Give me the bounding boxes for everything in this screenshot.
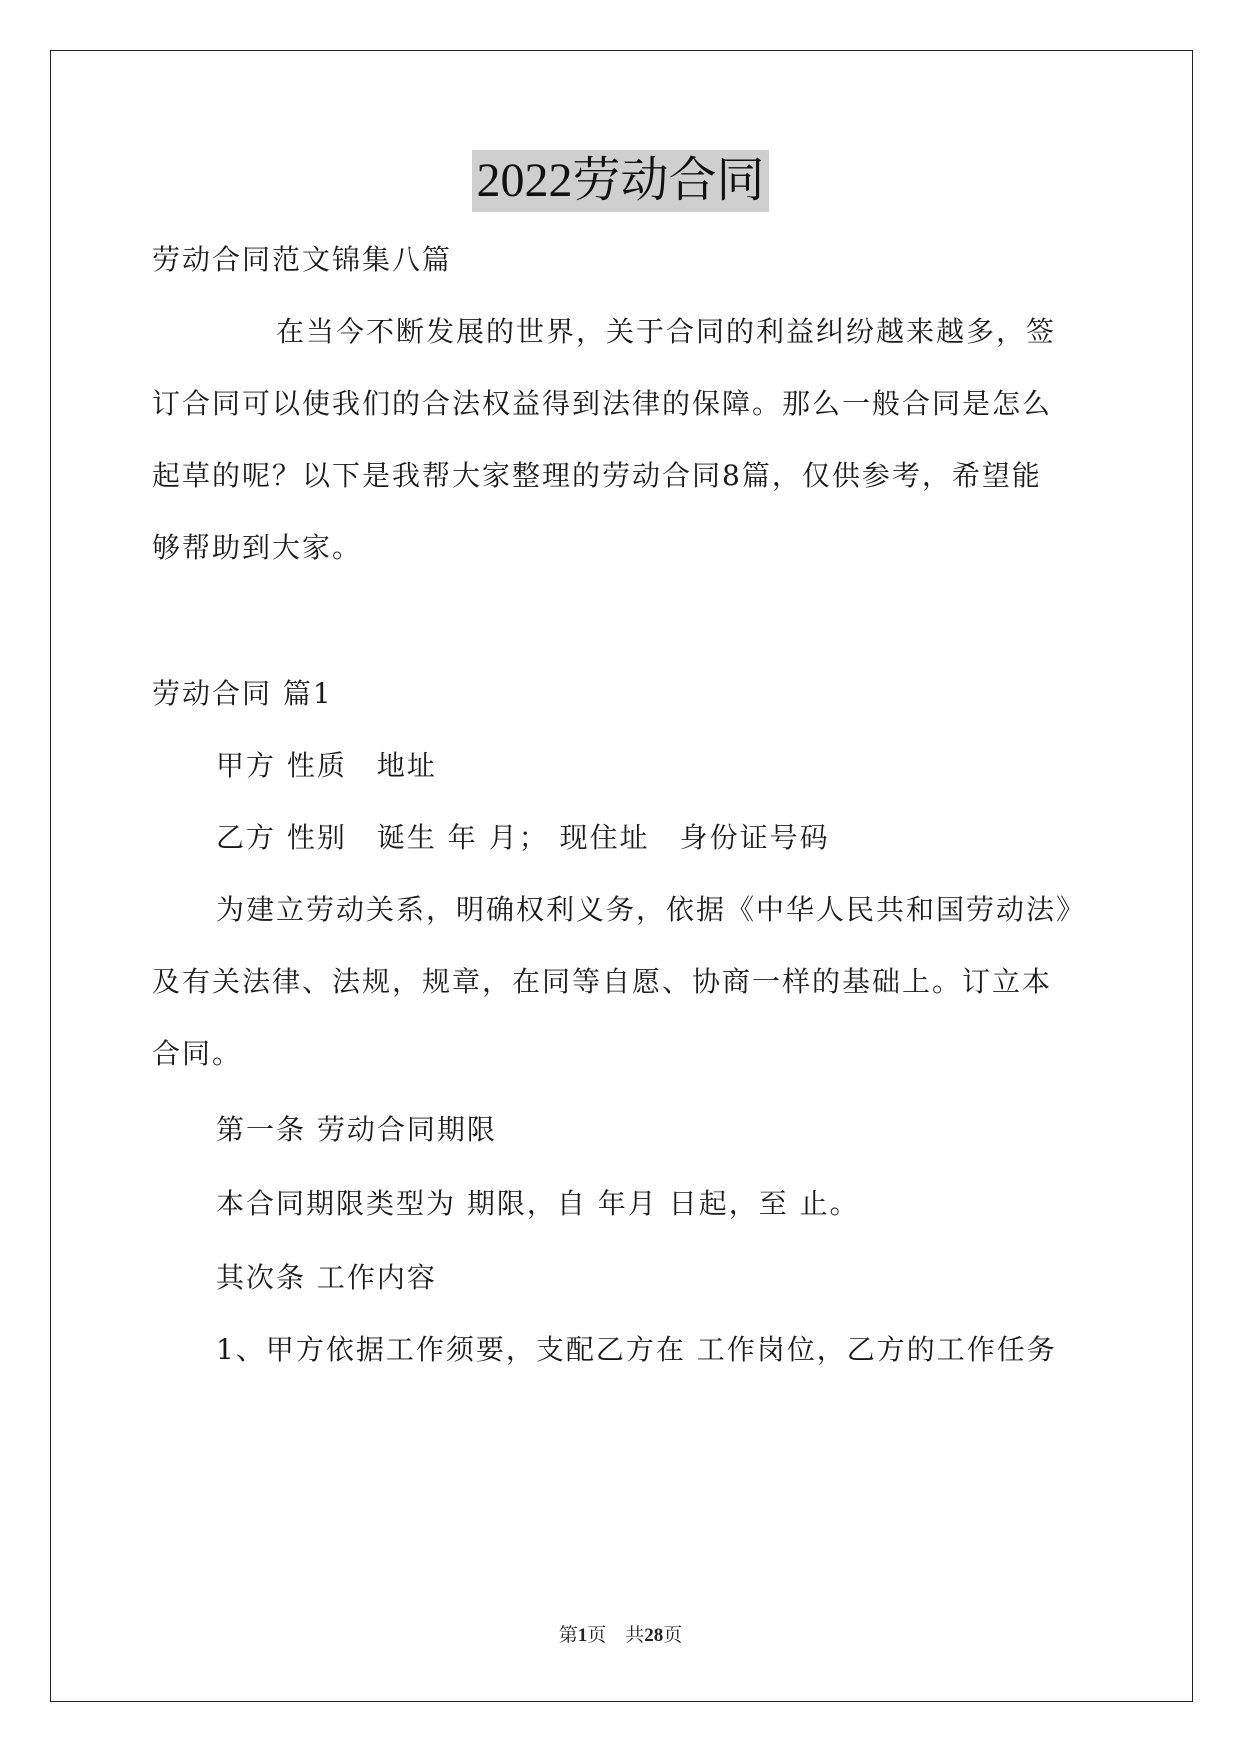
purpose-line-2: 及有关法律、法规，规章，在同等自愿、协商一样的基础上。订立本 [152, 965, 1053, 998]
article-2-item-1: 1、甲方依据工作须要，支配乙方在 工作岗位，乙方的工作任务 [216, 1333, 1057, 1366]
section-heading: 劳动合同 篇1 [152, 677, 333, 710]
article-1-title: 第一条 劳动合同期限 [216, 1113, 497, 1146]
intro-line-3: 起草的呢？以下是我帮大家整理的劳动合同8篇，仅供参考，希望能 [152, 459, 1042, 492]
footer-page-suffix: 页 [663, 1625, 683, 1646]
intro-line-1: 在当今不断发展的世界，关于合同的利益纠纷越来越多，签 [276, 315, 1057, 348]
purpose-line-1: 为建立劳动关系，明确权利义务，依据《中华人民共和国劳动法》 [216, 893, 1087, 926]
intro-line-4: 够帮助到大家。 [152, 531, 363, 564]
purpose-line-3: 合同。 [152, 1037, 243, 1070]
footer-page-total: 28 [644, 1625, 664, 1646]
page-border [50, 50, 1193, 1702]
page-footer [0, 1623, 1241, 1649]
article-1-text: 本合同期限类型为 期限，自 年月 日起，至 止。 [216, 1187, 860, 1220]
footer-page-mid: 页 共 [587, 1625, 645, 1646]
intro-line-2: 订合同可以使我们的合法权益得到法律的保障。那么一般合同是怎么 [152, 387, 1053, 420]
footer-page-prefix: 第 [558, 1625, 578, 1646]
party-b-line: 乙方 性别 诞生 年 月； 现住址 身份证号码 [216, 821, 830, 854]
document-subtitle: 劳动合同范文锦集八篇 [152, 243, 453, 276]
title-container [0, 150, 1241, 212]
party-a-line: 甲方 性质 地址 [216, 749, 437, 782]
document-title: 2022劳动合同 [472, 150, 768, 212]
article-2-title: 其次条 工作内容 [216, 1261, 437, 1294]
footer-page-current: 1 [577, 1625, 588, 1646]
